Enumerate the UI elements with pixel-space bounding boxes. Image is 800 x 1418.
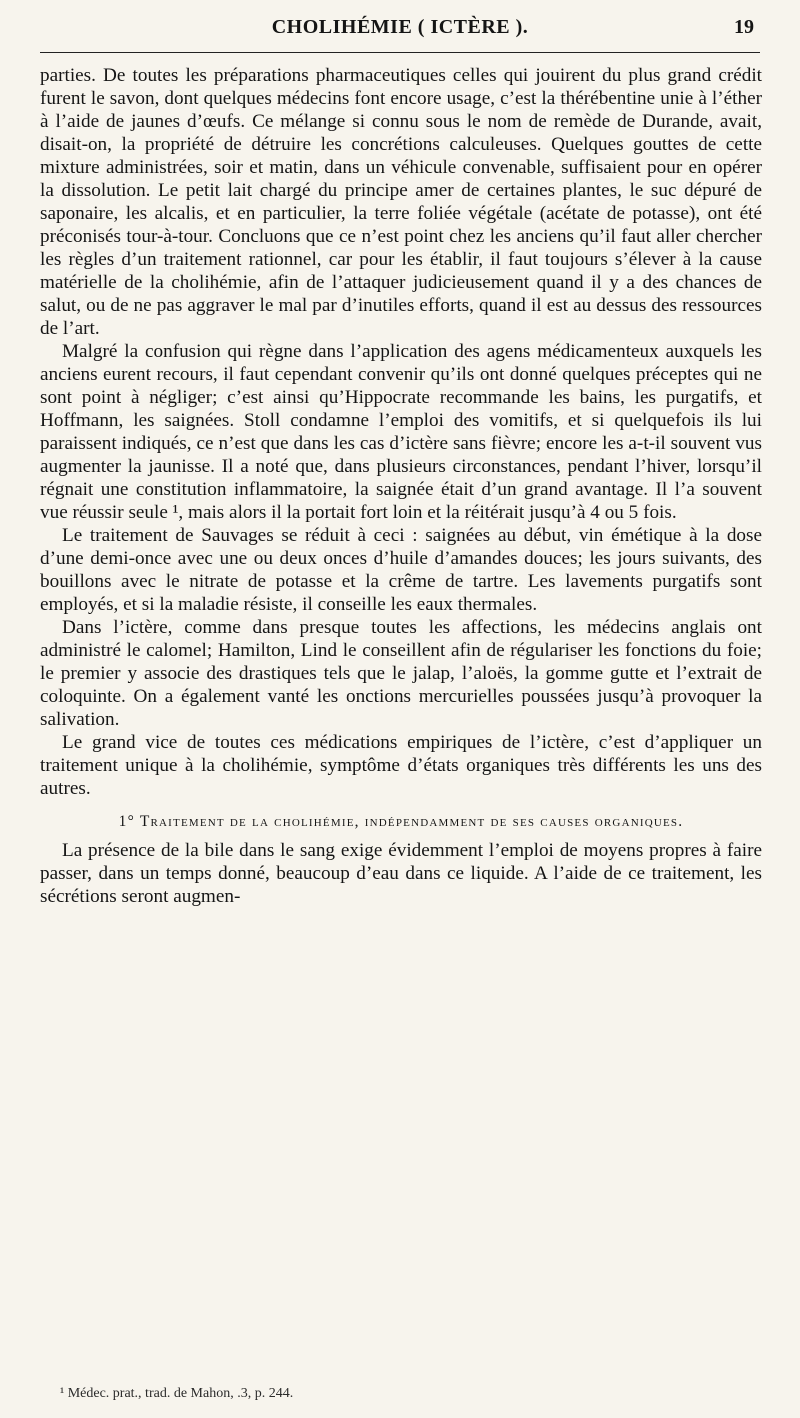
running-header <box>40 16 760 53</box>
footnote: ¹ Médec. prat., trad. de Mahon, .3, p. 244. <box>60 1386 294 1401</box>
paragraph-2: Malgré la confusion qui règne dans l’application des agens médicamenteux auxquels les anciens eurent recours, il faut cependant convenir qu’ils ont donné quelques préceptes qui ne sont point à négliger; c’est ainsi qu’Hippocrate recommande les bains, les purgatifs, et Hoffmann, les saignées. Stoll condamne l’emploi des vomitifs, et si quelquefois ils lui paraissent indiqués, ce n’est que dans les cas d’ictère sans fièvre; encore les a-t-il souvent vus augmenter la jaunisse. Il a noté que, dans plusieurs circonstances, pendant l’hiver, lorsqu’il régnait une constitution inflammatoire, la saignée était d’un grand avantage. Il l’a souvent vue réussir seule ¹, mais alors il la portait fort loin et la réitérait jusqu’à 4 ou 5 fois. <box>40 341 762 523</box>
paragraph-3: Le traitement de Sauvages se réduit à ceci : saignées au début, vin émétique à la dose d’une demi-once avec une ou deux onces d’huile d’amandes douces; les jours suivants, des bouillons avec le nitrate de potasse et la crême de tartre. Les lavements purgatifs sont employés, et si la maladie résiste, il conseille les eaux thermales. <box>40 525 762 615</box>
paragraph-1: parties. De toutes les préparations pharmaceutiques celles qui jouirent du plus grand crédit furent le savon, dont quelques médecins font encore usage, c’est la thérébentine unie à l’éther à l’aide de jaunes d’œufs. Ce mélange si connu sous le nom de remède de Durande, avait, disait-on, la propriété de détruire les concrétions calculeuses. Quelques gouttes de cette mixture administrées, soir et matin, dans un véhicule convenable, suffisaient pour en opérer la dissolution. Le petit lait chargé du principe amer de certaines plantes, le suc dépuré de saponaire, les alcalis, et en particulier, la terre foliée végétale (acétate de potasse), ont été préconisés tour-à-tour. Concluons que ce n’est point chez les anciens qu’il faut aller chercher les règles d’un traitement rationnel, car pour les établir, il faut toujours s’élever à la cause matérielle de la cholihémie, afin de l’attaquer judicieusement quand il y a des chances de salut, ou de ne pas aggraver le mal par d’inutiles efforts, quand il est au dessus des ressources de l’art. <box>40 65 762 339</box>
running-title: CHOLIHÉMIE ( ICTÈRE ). <box>271 16 529 38</box>
paragraph-4: Dans l’ictère, comme dans presque toutes les affections, les médecins anglais ont administré le calomel; Hamilton, Lind le conseillent afin de régulariser les fonctions du foie; le premier y associe des drastiques tels que le jalap, l’aloës, la gomme gutte et l’extrait de coloquinte. On a également vanté les onctions mercurielles poussées jusqu’à provoquer la salivation. <box>40 617 762 730</box>
paragraph-6: La présence de la bile dans le sang exige évidemment l’emploi de moyens propres à faire passer, dans un temps donné, beaucoup d’eau dans ce liquide. A l’aide de ce traitement, les sécrétions seront augmen- <box>40 840 762 907</box>
page-number: 19 <box>734 16 754 38</box>
section-heading: 1° Traitement de la cholihémie, indépendamment de ses causes organiques. <box>118 813 684 830</box>
body-text <box>40 64 762 908</box>
paragraph-5: Le grand vice de toutes ces médications empiriques de l’ictère, c’est d’appliquer un traitement unique à la cholihémie, symptôme d’états organiques très différents les uns des autres. <box>40 732 762 799</box>
